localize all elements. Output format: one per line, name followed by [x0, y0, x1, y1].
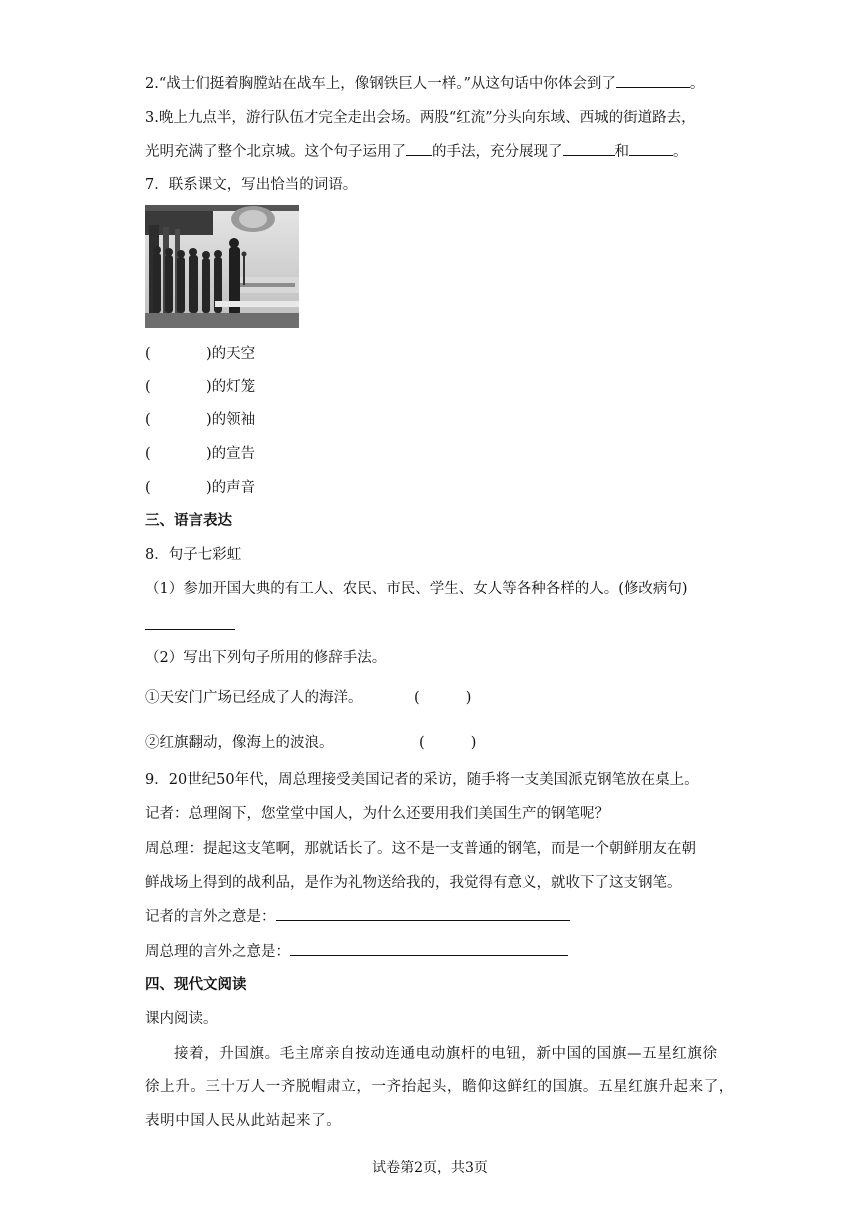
list-item: ( )的声音	[145, 480, 256, 496]
question-9-line-1: 9．20世纪50年代，周总理接受美国记者的采访，随手将一支美国派克钢笔放在桌上。	[145, 772, 699, 788]
reading-passage-line-3: 表明中国人民从此站起来了。	[145, 1113, 342, 1129]
question-9-line-2: 记者：总理阁下，您堂堂中国人，为什么还要用我们美国生产的钢笔呢？	[145, 806, 609, 822]
answer-blank[interactable]	[276, 906, 570, 921]
founding-ceremony-photo	[145, 205, 299, 328]
list-item: ( )的天空	[145, 346, 256, 362]
question-8-sentence-2: ②红旗翻动，像海上的波浪。	[145, 735, 334, 751]
answer-blank[interactable]	[406, 141, 432, 156]
question-9-line-3: 周总理：提起这支笔啊，那就话长了。这不是一支普通的钢笔，而是一个朝鲜朋友在朝	[145, 841, 696, 857]
question-8-part-2: （2）写出下列句子所用的修辞手法。	[145, 650, 387, 666]
question-8-title: 8．句子七彩虹	[145, 547, 242, 563]
question-8-part-1: （1）参加开国大典的有工人、农民、市民、学生、女人等各种各样的人。(修改病句)	[145, 581, 688, 597]
list-item: ( )的领袖	[145, 412, 256, 428]
answer-parentheses[interactable]: ( )	[414, 690, 472, 706]
list-item: ( )的灯笼	[145, 379, 256, 395]
answer-parentheses[interactable]: ( )	[419, 735, 477, 751]
answer-parentheses[interactable]: ( )	[145, 446, 212, 462]
answer-parentheses[interactable]: ( )	[145, 412, 212, 428]
zhou-implication: 周总理的言外之意是：	[145, 941, 568, 963]
question-3-line-2: 光明充满了整个北京城。这个句子运用了 的手法，充分展现了 和 。	[145, 141, 688, 163]
answer-line[interactable]	[145, 629, 235, 630]
answer-blank[interactable]	[563, 141, 615, 156]
photo-illustration	[145, 205, 299, 328]
answer-parentheses[interactable]: ( )	[145, 346, 212, 362]
question-9-line-4: 鲜战场上得到的战利品，是作为礼物送给我的，我觉得有意义，就收下了这支钢笔。	[145, 875, 682, 891]
question-7-title: 7．联系课文，写出恰当的词语。	[145, 177, 358, 193]
answer-blank[interactable]	[290, 941, 568, 956]
question-3-line-1: 3.晚上九点半，游行队伍才完全走出会场。两股“红流”分头向东域、西城的街道路去，	[145, 110, 696, 126]
section-heading: 四、现代文阅读	[145, 976, 247, 993]
reporter-implication: 记者的言外之意是：	[145, 906, 570, 928]
answer-parentheses[interactable]: ( )	[145, 480, 212, 496]
answer-parentheses[interactable]: ( )	[145, 379, 212, 395]
page-footer: 试卷第2页，共3页	[372, 1160, 488, 1176]
reading-passage-line-1: 接着，升国旗。毛主席亲自按动连通电动旗杆的电钮，新中国的国旗—五星红旗徐	[174, 1046, 718, 1062]
question-2: 2.“战士们挺着胸膛站在战车上，像钢铁巨人一样。”从这句话中你体会到了 。	[145, 73, 704, 95]
section-heading: 三、语言表达	[145, 512, 232, 529]
question-8-sentence-1: ①天安门广场已经成了人的海洋。	[145, 690, 363, 706]
answer-blank[interactable]	[616, 73, 690, 88]
list-item: ( )的宣告	[145, 446, 256, 462]
answer-blank[interactable]	[629, 141, 673, 156]
question-2-text: 2.“战士们挺着胸膛站在战车上，像钢铁巨人一样。”从这句话中你体会到了	[145, 76, 616, 92]
reading-intro: 课内阅读。	[145, 1011, 218, 1027]
reading-passage-line-2: 徐上升。三十万人一齐脱帽肃立，一齐抬起头，瞻仰这鲜红的国旗。五星红旗升起来了，	[145, 1079, 734, 1095]
